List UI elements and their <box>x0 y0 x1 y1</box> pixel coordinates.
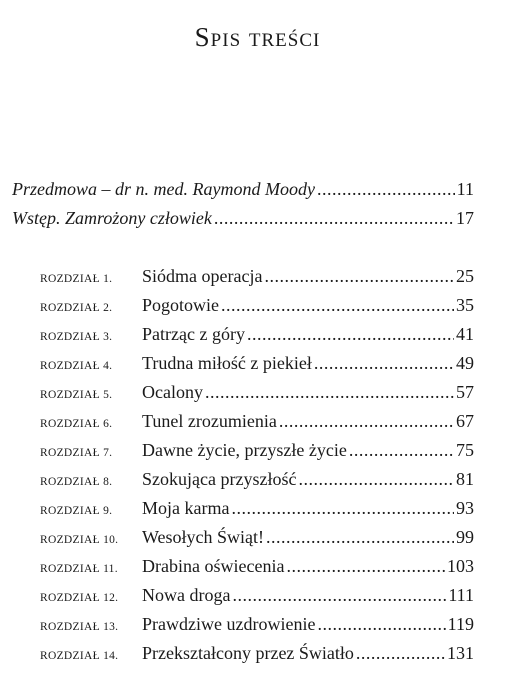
chapter-page-number: 111 <box>448 585 474 605</box>
chapter-page-number: 103 <box>447 556 474 576</box>
toc-entry-chapter-14 <box>40 642 474 667</box>
chapter-label: ROZDZIAŁ 10. <box>40 534 119 546</box>
chapter-page-number: 75 <box>456 440 474 460</box>
toc-entry-introduction <box>12 207 474 229</box>
dot-leader <box>221 294 454 316</box>
chapter-label: ROZDZIAŁ 7. <box>40 447 113 459</box>
dot-leader <box>247 323 454 345</box>
entry-page-number: 17 <box>456 208 474 228</box>
chapter-label: ROZDZIAŁ 9. <box>40 505 113 517</box>
chapter-title: Trudna miłość z piekieł <box>142 353 312 373</box>
entry-page-number: 11 <box>456 179 474 199</box>
chapter-page-number: 119 <box>447 614 474 634</box>
chapter-label: ROZDZIAŁ 11. <box>40 563 118 575</box>
dot-leader <box>264 265 454 287</box>
entry-title: Przedmowa – dr n. med. Raymond Moody <box>12 179 315 199</box>
dot-leader <box>298 468 454 490</box>
toc-entry-chapter-7 <box>40 439 474 464</box>
toc-entry-chapter-5 <box>40 381 474 406</box>
chapter-page-number: 99 <box>456 527 474 547</box>
chapter-title: Moja karma <box>142 498 230 518</box>
dot-leader <box>356 642 445 664</box>
toc-entry-preface <box>12 178 474 200</box>
chapter-page-number: 57 <box>456 382 474 402</box>
dot-leader <box>279 410 454 432</box>
toc-entry-chapter-6 <box>40 410 474 435</box>
chapter-title: Dawne życie, przyszłe życie <box>142 440 347 460</box>
dot-leader <box>205 381 454 403</box>
chapter-label: ROZDZIAŁ 4. <box>40 360 113 372</box>
dot-leader <box>231 497 454 519</box>
chapter-title: Prawdziwe uzdrowienie <box>142 614 316 634</box>
chapter-page-number: 25 <box>456 266 474 286</box>
chapter-page-number: 67 <box>456 411 474 431</box>
chapter-label: ROZDZIAŁ 5. <box>40 389 113 401</box>
dot-leader <box>317 178 455 200</box>
toc-entry-chapter-2 <box>40 294 474 319</box>
chapter-label: ROZDZIAŁ 13. <box>40 621 119 633</box>
dot-leader <box>317 613 445 635</box>
toc-entry-chapter-1 <box>40 265 474 290</box>
toc-entry-chapter-11 <box>40 555 474 580</box>
chapter-page-number: 35 <box>456 295 474 315</box>
chapter-label: ROZDZIAŁ 1. <box>40 273 113 285</box>
dot-leader <box>266 526 454 548</box>
chapter-title: Pogotowie <box>142 295 220 315</box>
chapter-label: ROZDZIAŁ 6. <box>40 418 113 430</box>
dot-leader <box>232 584 446 606</box>
chapter-title: Przekształcony przez Światło <box>142 643 354 663</box>
chapter-title: Tunel zrozumienia <box>142 411 277 431</box>
chapter-page-number: 41 <box>456 324 474 344</box>
toc-entry-chapter-4 <box>40 352 474 377</box>
dot-leader <box>214 207 454 229</box>
entry-title: Wstęp. Zamrożony człowiek <box>12 208 212 228</box>
chapter-label: ROZDZIAŁ 2. <box>40 302 113 314</box>
dot-leader <box>349 439 454 461</box>
chapter-title: Ocalony <box>142 382 203 402</box>
toc-entry-chapter-3 <box>40 323 474 348</box>
toc-entry-chapter-10 <box>40 526 474 551</box>
chapter-label: ROZDZIAŁ 14. <box>40 650 119 662</box>
chapter-page-number: 81 <box>456 469 474 489</box>
chapter-title: Nowa droga <box>142 585 231 605</box>
chapter-label: ROZDZIAŁ 8. <box>40 476 113 488</box>
page-title: Spis treści <box>194 22 321 52</box>
toc-entry-chapter-13 <box>40 613 474 638</box>
chapter-title: Patrząc z góry <box>142 324 245 344</box>
chapter-page-number: 49 <box>456 353 474 373</box>
toc-entry-chapter-9 <box>40 497 474 522</box>
chapter-title: Szokująca przyszłość <box>142 469 297 489</box>
chapter-title: Wesołych Świąt! <box>142 527 265 547</box>
chapter-label: ROZDZIAŁ 3. <box>40 331 113 343</box>
dot-leader <box>286 555 445 577</box>
toc-entry-chapter-8 <box>40 468 474 493</box>
toc-entry-chapter-12 <box>40 584 474 609</box>
chapter-title: Drabina oświecenia <box>142 556 285 576</box>
chapter-label: ROZDZIAŁ 12. <box>40 592 119 604</box>
dot-leader <box>314 352 454 374</box>
chapter-page-number: 93 <box>456 498 474 518</box>
chapter-page-number: 131 <box>447 643 474 663</box>
chapter-title: Siódma operacja <box>142 266 263 286</box>
